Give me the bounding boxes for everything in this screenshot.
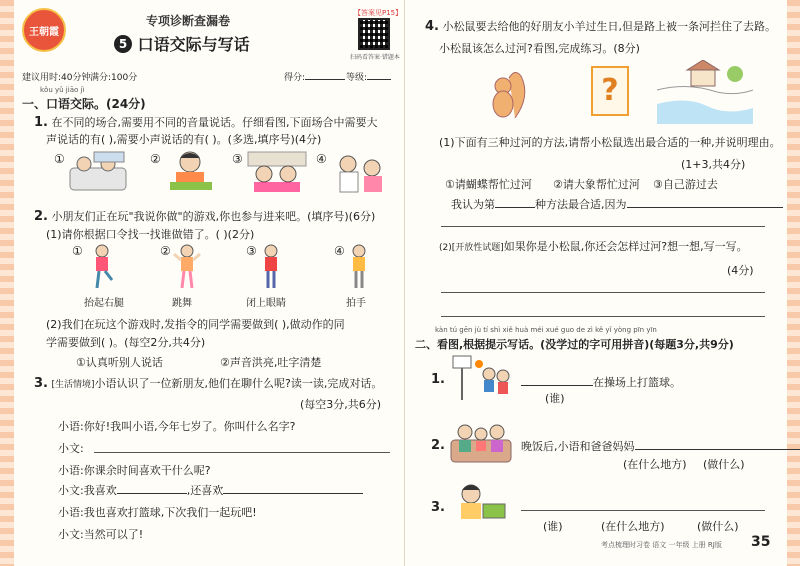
answer-line-1[interactable]	[94, 452, 390, 453]
q2-number: 2.	[34, 209, 48, 224]
right-decor-edge	[787, 0, 800, 566]
s2-item3-picture	[449, 480, 509, 524]
dialogue-line-5: 小语:我也喜欢打篮球,下次我们一起玩吧!	[58, 506, 257, 519]
s2-item2-hint-place: (在什么地方)	[623, 458, 687, 471]
q2-option-4: ④	[334, 244, 345, 258]
q4-sub1-score: (1+3,共4分)	[681, 158, 746, 171]
q4-write-line-1[interactable]	[441, 292, 765, 293]
answer-tag: 【答案见P15】	[354, 9, 403, 17]
q2-caption-1: 抬起右腿	[84, 298, 124, 309]
s2-item1-text: 在操场上打篮球。	[593, 376, 681, 389]
s2-item1-who-blank[interactable]	[521, 385, 593, 386]
grade-blank[interactable]	[367, 79, 391, 80]
q2-line1	[34, 208, 375, 224]
total-score: 满分:100分	[90, 73, 138, 83]
q2-option-1: ①	[72, 244, 83, 258]
q2-kid-2	[172, 244, 202, 290]
q4-text-line2: 小松鼠该怎么过河?看图,完成练习。(8分)	[439, 42, 640, 55]
q4-write-line-2[interactable]	[441, 316, 765, 317]
qr-code-icon[interactable]	[358, 18, 390, 50]
q2-choice-2: ②声音洪亮,吐字清楚	[220, 356, 322, 369]
q2-caption-2: 跳舞	[172, 298, 192, 309]
q4-sub2-tag: (2)[开放性试题]	[439, 243, 504, 253]
paper-title	[114, 32, 250, 55]
q1-image-hospital	[332, 150, 390, 194]
brand-logo	[22, 8, 66, 52]
s2-item3-number: 3.	[431, 500, 445, 515]
q4-number: 4.	[425, 19, 439, 34]
q2-caption-4: 拍手	[346, 298, 366, 309]
time-limit: 建议用时:40分钟	[22, 73, 91, 83]
q4-answer-row	[451, 196, 783, 212]
q3-tag: [生活情境]	[51, 380, 95, 390]
page-number: 35	[751, 534, 771, 550]
q3-text-line1: 小语认识了一位新朋友,他们在聊什么呢?读一读,完成对话。	[94, 377, 383, 390]
q4-sub1-line1: (1)下面有三种过河的方法,请帮小松鼠选出最合适的一种,并说明理由。	[439, 136, 781, 149]
dialogue-line-3: 小语:你课余时间喜欢干什么呢?	[58, 464, 211, 477]
q2-option-2: ②	[160, 244, 171, 258]
q3-line1	[34, 375, 382, 391]
q4-line1	[425, 18, 776, 34]
q1-text-line2: 声说话的有( ),需要小声说话的有( )。(多选,填序号)(4分)	[46, 133, 322, 146]
q2-choice-1: ①认真听别人说话	[76, 356, 163, 369]
q2-sub2-line2: 学需要做到( )。(每空2分,共4分)	[46, 336, 206, 349]
s2-item1-hint-who: (谁)	[545, 392, 565, 405]
s2-item2-text: 晚饭后,小语和爸爸妈妈	[521, 440, 635, 453]
q4-answer-prefix: 我认为第	[451, 198, 495, 211]
q1-option-2: ②	[150, 152, 161, 166]
q4-answer-mid: 种方法最合适,因为	[535, 198, 627, 211]
score-field	[284, 70, 345, 83]
dialogue-line-4	[58, 482, 363, 498]
s2-item1-basketball-picture	[449, 354, 513, 402]
section2-pinyin: kàn tú gēn jù tí shì xiě huà méi xué guo de zì kě yǐ yòng pīn yīn	[435, 326, 657, 334]
series-title: 专项诊断查漏卷	[146, 14, 231, 28]
fill-prefix: 我喜欢	[83, 484, 117, 497]
s2-item3-hint-place: (在什么地方)	[601, 520, 665, 533]
s2-item3-line[interactable]	[521, 510, 765, 511]
s2-item2-number: 2.	[431, 438, 445, 453]
dialogue-line-1: 小语:你好!我叫小语,今年七岁了。你叫什么名字?	[58, 420, 296, 433]
q2-caption-3: 闭上眼睛	[246, 298, 286, 309]
q3-score: (每空3分,共6分)	[300, 398, 382, 411]
s2-item3-hint-action: (做什么)	[697, 520, 739, 533]
q2-text-line1: 小朋友们正在玩"我说你做"的游戏,你也参与进来吧。(填序号)(6分)	[51, 210, 376, 223]
method-2: ②请大象帮忙过河	[553, 178, 640, 191]
q1-option-3: ③	[232, 152, 243, 166]
q1-line1	[34, 114, 377, 130]
q1-option-1: ①	[54, 152, 65, 166]
q2-option-3: ③	[246, 244, 257, 258]
fill-blank-1[interactable]	[117, 493, 187, 494]
s2-item3-hint-who: (谁)	[543, 520, 563, 533]
score-blank[interactable]	[305, 79, 345, 80]
q1-image-cinema	[66, 150, 130, 194]
q4-sub2-line	[439, 238, 748, 254]
river-house-picture	[657, 60, 753, 124]
grade-field	[346, 70, 391, 83]
squirrel-picture	[485, 66, 535, 120]
q4-reason-blank[interactable]	[627, 207, 783, 208]
paper-number-badge: 5	[114, 35, 132, 53]
method-1: ①请蝴蝶帮忙过河	[445, 178, 532, 191]
q2-kid-3	[258, 244, 284, 290]
footer-text: 考点梳理时习卷 语文 一年级 上册 RJ版	[601, 541, 722, 549]
q4-text-line1: 小松鼠要去给他的好朋友小羊过生日,但是路上被一条河拦住了去路。	[442, 20, 776, 33]
fill-suffix: ,还喜欢	[186, 484, 224, 497]
paper-title-text: 口语交际与写话	[137, 35, 250, 54]
fill-blank-2[interactable]	[223, 493, 363, 494]
q1-image-library	[246, 150, 308, 194]
s2-item1-number: 1.	[431, 372, 445, 387]
q2-sub1: (1)请你根据口令找一找谁做错了。( )(2分)	[46, 228, 255, 241]
q1-text-line1: 在不同的场合,需要用不同的音量说话。仔细看图,下面场合中需要大	[51, 116, 378, 129]
q1-image-reading	[164, 148, 218, 194]
score-label: 得分:	[284, 73, 306, 83]
q4-method-blank[interactable]	[495, 207, 535, 208]
section1-title: 一、口语交际。(24分)	[22, 97, 146, 111]
s2-item1-row	[521, 374, 681, 390]
q3-number: 3.	[34, 376, 48, 391]
question-mark-box: ?	[591, 66, 629, 116]
q4-sub2-score: (4分)	[727, 264, 754, 277]
right-page	[404, 0, 800, 566]
section1-pinyin: kǒu yǔ jiāo jì	[40, 86, 85, 94]
qr-caption: 扫码看答案·错题本	[350, 54, 400, 61]
s2-item2-row	[521, 438, 800, 454]
method-3: ③自己游过去	[653, 178, 718, 191]
q2-sub2-line1: (2)我们在玩这个游戏时,发指令的同学需要做到( ),做动作的同	[46, 318, 345, 331]
q2-kid-4	[346, 244, 372, 290]
q4-reason-line-2[interactable]	[441, 226, 765, 227]
q4-sub2-text: 如果你是小松鼠,你还会怎样过河?想一想,写一写。	[503, 240, 748, 253]
brand-logo-text: 王朝霞	[29, 26, 59, 38]
dialogue-speaker-4: 小文:	[58, 484, 84, 497]
s2-item2-family-picture	[449, 416, 513, 468]
left-decor-edge	[0, 0, 14, 566]
q1-option-4: ④	[316, 152, 327, 166]
dialogue-line-2: 小文:	[58, 442, 84, 455]
dialogue-line-6: 小文:当然可以了!	[58, 528, 144, 541]
s2-item2-hint-action: (做什么)	[703, 458, 745, 471]
grade-label: 等级:	[346, 73, 368, 83]
section2-title: 二、看图,根据提示写话。(没学过的字可用拼音)(每题3分,共9分)	[415, 338, 734, 351]
q2-kid-1	[88, 244, 116, 290]
s2-item2-blank[interactable]	[635, 449, 800, 450]
q1-number: 1.	[34, 115, 48, 130]
